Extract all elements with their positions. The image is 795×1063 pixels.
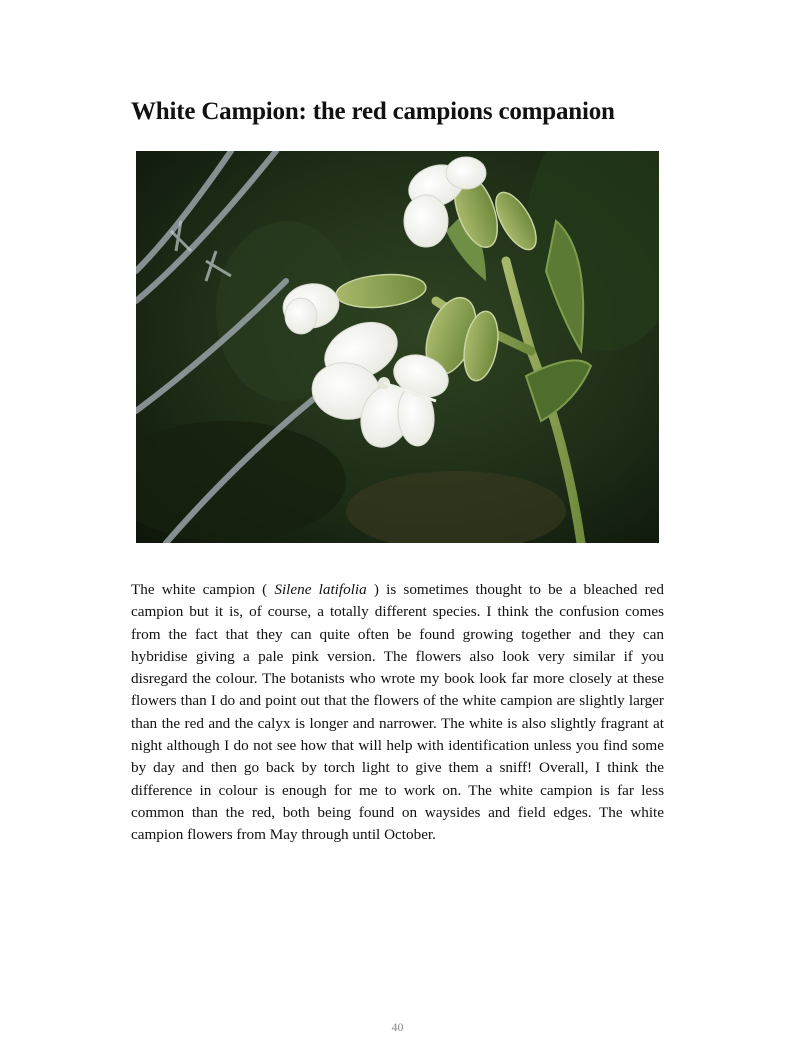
species-name: Silene latifolia <box>274 581 367 598</box>
page-number: 40 <box>391 1020 404 1034</box>
paragraph-intro: The white campion ( <box>131 581 275 598</box>
paragraph-body: ) is sometimes thought to be a bleached red campion but it is, of course, a totally different species. I think the confusion comes from the fact that they can quite often be found growing together and they can hybridise giving a pale pink version. The flowers also look very similar if you disregard the colour. The botanists who wrote my book look far more closely at these flowers than I do and point out that the flowers of the white campion are slightly larger than the red and the calyx is longer and narrower. The white is also slightly fragrant at night although I do not see how that will help with identification unless you find some by day and then go back by torch light to give them a sniff! Overall, I think the difference in colour is enough for me to work on. The white campion is far less common than the red, both being found on waysides and field edges. The white campion flowers from May through until October. <box>131 581 664 844</box>
photo-illustration <box>136 151 659 543</box>
white-campion-photo <box>136 151 659 543</box>
page-title: White Campion: the red campions companion <box>131 98 615 125</box>
body-paragraph <box>131 579 664 847</box>
